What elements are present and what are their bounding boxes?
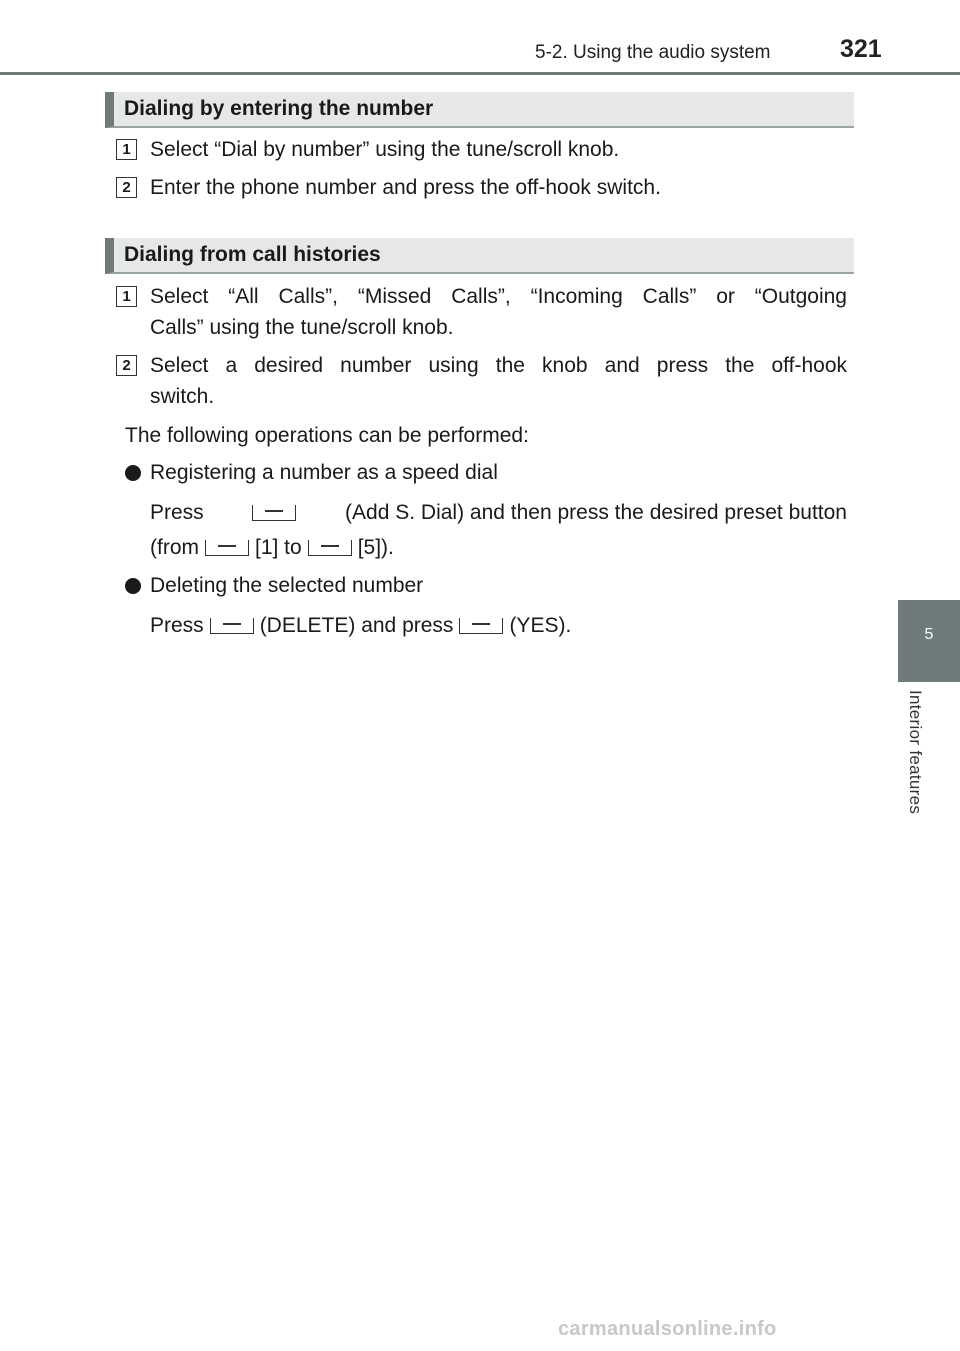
operation-instruction-line	[150, 613, 571, 639]
instruction-text: (DELETE) and press	[259, 614, 454, 637]
instruction-text: [5]).	[357, 536, 394, 559]
running-header: 5-2. Using the audio system	[535, 42, 771, 63]
step-number-icon: 1	[116, 139, 137, 160]
chapter-label: Interior features	[906, 690, 925, 815]
step-text: Select “Dial by number” using the tune/scroll knob.	[150, 138, 620, 161]
operations-intro: The following operations can be performed:	[125, 424, 529, 447]
preset-button-icon	[308, 540, 352, 556]
press-word: Press	[150, 501, 204, 524]
step-text-line: Select “All Calls”, “Missed Calls”, “Incoming Calls” or “Outgoing	[150, 285, 847, 308]
step-text: Enter the phone number and press the off-hook switch.	[150, 176, 661, 199]
page-number: 321	[840, 35, 882, 63]
step-number-icon: 2	[116, 177, 137, 198]
watermark: carmanualsonline.info	[558, 1318, 777, 1340]
step-text-line: switch.	[150, 385, 215, 408]
section-header-dial-by-number: Dialing by entering the number	[105, 92, 854, 128]
section-header-call-histories: Dialing from call histories	[105, 238, 854, 274]
header-rule	[0, 72, 960, 75]
bullet-icon	[125, 578, 141, 594]
step-number-icon: 2	[116, 355, 137, 376]
chapter-number: 5	[924, 626, 934, 643]
instruction-text: (Add S. Dial) and then press the desired preset button	[345, 501, 847, 524]
preset-button-icon	[205, 540, 249, 556]
bullet-icon	[125, 465, 141, 481]
chapter-tab	[898, 600, 960, 682]
preset-button-icon	[459, 618, 503, 634]
preset-button-icon	[210, 618, 254, 634]
instruction-text: (YES).	[509, 614, 572, 637]
press-word: Press	[150, 614, 204, 637]
operation-instruction-line	[150, 535, 394, 561]
preset-button-icon	[252, 505, 296, 521]
instruction-text: [1] to	[255, 536, 302, 559]
operation-title: Deleting the selected number	[150, 574, 424, 597]
step-number-icon: 1	[116, 286, 137, 307]
operation-instruction-line	[150, 500, 847, 526]
operation-title: Registering a number as a speed dial	[150, 461, 498, 484]
step-text-line: Select a desired number using the knob and press the off-hook	[150, 354, 847, 377]
step-text-line: Calls” using the tune/scroll knob.	[150, 316, 454, 339]
instruction-text: (from	[150, 536, 199, 559]
